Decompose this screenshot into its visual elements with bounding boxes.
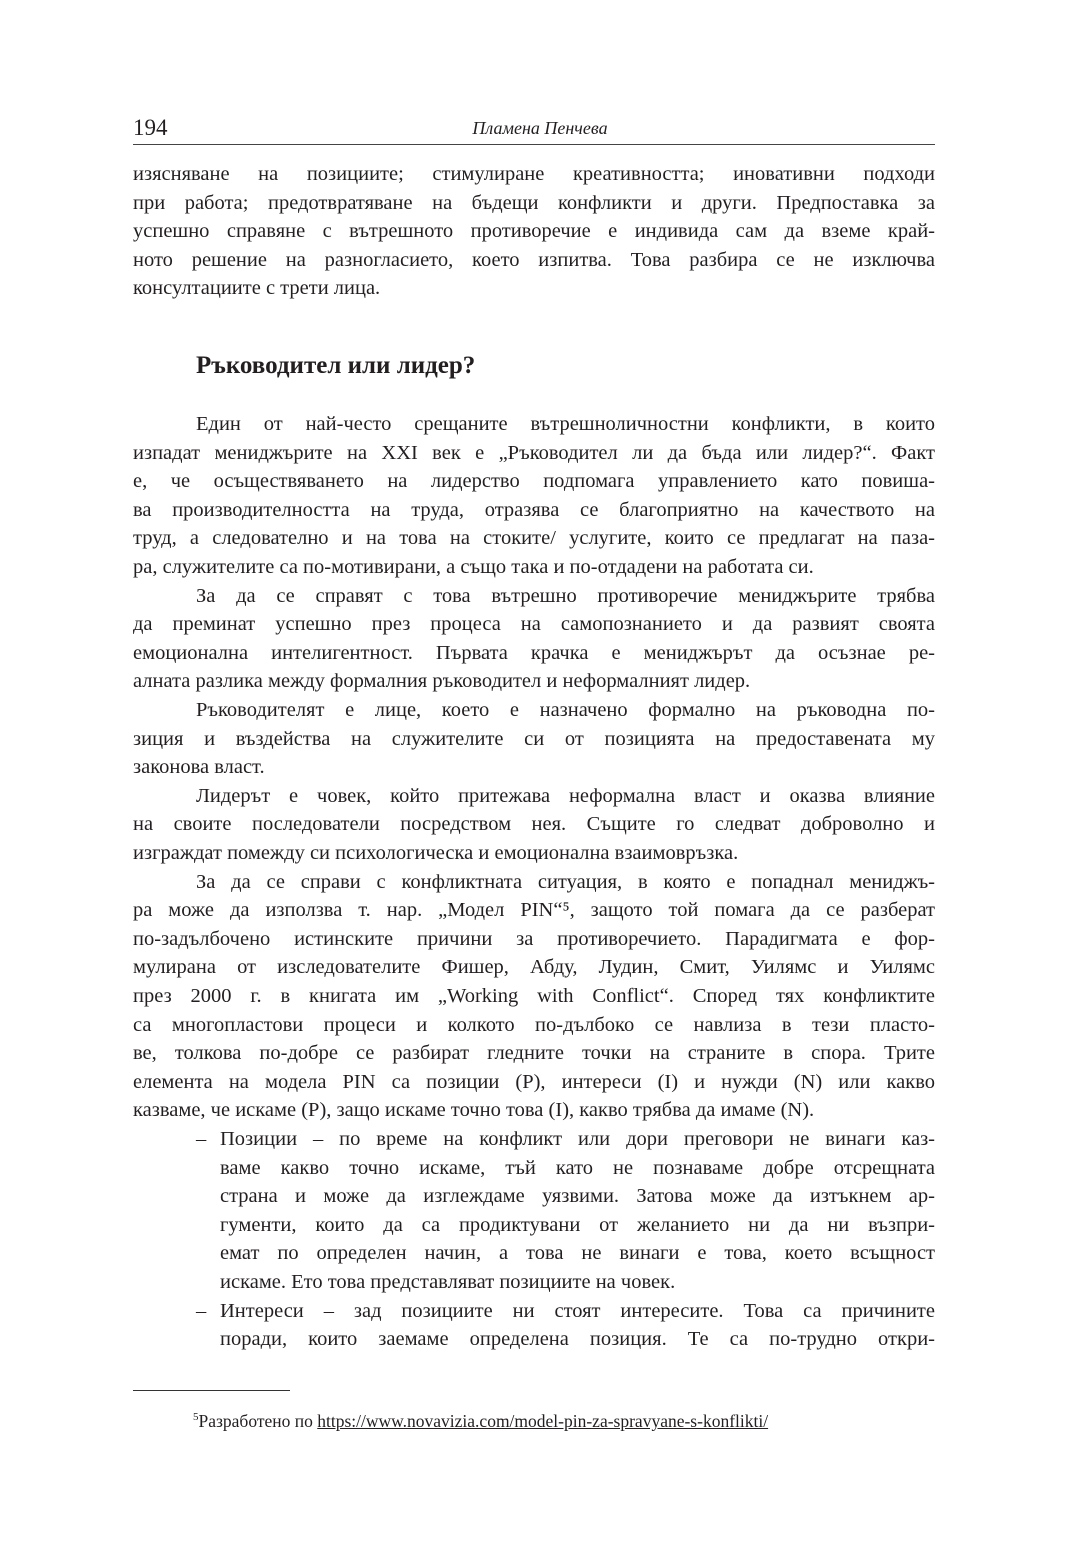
text-line: е, че осъществяването на лидерство подпомага управлението като повиша-: [133, 470, 935, 493]
text-line: изграждат помежду си психологическа и емоционална взаимовръзка.: [133, 842, 739, 864]
text-line: елемента на модела PIN са позиции (P), интереси (I) и нужди (N) или какво: [133, 1070, 935, 1093]
text-line: успешно справяне с вътрешното противоречие е индивида сам да вземе край-: [133, 220, 935, 243]
running-head-author: Пламена Пенчева: [472, 118, 608, 138]
header-rule: [133, 144, 935, 145]
paragraph-first-line: За да се справи с конфликтната ситуация, в която е попаднал мениджъ-: [196, 870, 935, 893]
text-line: са многопластови процеси и колкото по-дълбоко се навлиза в тези пласто-: [133, 1013, 935, 1036]
bullet-dash: –: [196, 1299, 207, 1322]
text-line: ното решение на разногласието, което изпитва. Това разбира се не изключва: [133, 248, 935, 271]
paragraph-first-line: Един от най-често срещаните вътрешноличностни конфликти, в които: [196, 413, 935, 435]
bullet-dash: –: [196, 1128, 207, 1150]
page-number: 194: [133, 115, 168, 140]
text-line: ра може да използва т. нар. „Модел PIN“⁵, защото той помага да се разберат: [133, 899, 935, 922]
text-line: ве, толкова по-добре се разбират гледните точки на страните в спора. Трите: [133, 1042, 935, 1065]
text-line: емоционална интелигентност. Първата крачка е мениджърът да осъзнае ре-: [133, 641, 935, 664]
bullet-line: страна и може да изглеждаме уязвими. Затова може да изтъкнем ар-: [220, 1185, 935, 1208]
footnote-marker: 5: [193, 1411, 199, 1423]
text-line: изясняване на позициите; стимулиране креативността; иновативни подходи: [133, 163, 935, 185]
section-heading: Ръководител или лидер?: [196, 352, 476, 379]
text-line: при работа; предотвратяване на бъдещи конфликти и други. Предпоставка за: [133, 191, 935, 214]
bullet-line: ваме какво точно искаме, тъй като не познаваме добре отсрещната: [220, 1156, 935, 1179]
paragraph-first-line: Лидерът е човек, който притежава неформална власт и оказва влияние: [196, 784, 935, 807]
footnote-link[interactable]: https://www.novavizia.com/model-pin-za-spravyane-s-konflikti/: [317, 1410, 769, 1431]
footnote: [193, 1404, 768, 1434]
text-line: изпадат мениджърите на XXI век е „Ръководител ли да бъда или лидер?“. Факт: [133, 441, 935, 464]
bullet-line: Интереси – зад позициите ни стоят интересите. Това са причините: [220, 1299, 935, 1322]
text-line: казваме, че искаме (P), защо искаме точно това (I), какво трябва да имаме (N).: [133, 1099, 815, 1122]
text-line: ра, служителите са по-мотивирани, а също така и по-отдадени на работата си.: [133, 556, 814, 578]
bullet-line: гументи, които да са продиктувани от желанието ни да ни възпри-: [220, 1213, 935, 1236]
text-line: да преминат успешно през процеса на самопознанието и да развият своята: [133, 613, 935, 636]
text-line: алната разлика между формалния ръководител и неформалният лидер.: [133, 670, 751, 693]
text-line: по-задълбочено истинските причини за противоречието. Парадигмата е фор-: [133, 927, 935, 950]
text-line: консултациите с трети лица.: [133, 277, 381, 300]
footnote-rule: [133, 1390, 290, 1391]
text-line: на своите последователи посредством нея. Същите го следват доброволно и: [133, 813, 935, 836]
bullet-line: емат по определен начин, а това не винаги е това, което всъщност: [220, 1242, 935, 1265]
text-line: през 2000 г. в книгата им „Working with Conflict“. Според тях конфликтите: [133, 985, 935, 1007]
paragraph-first-line: Ръководителят е лице, което е назначено формално на ръководна по-: [196, 699, 935, 721]
paragraph-first-line: За да се справят с това вътрешно противоречие мениджърите трябва: [196, 584, 935, 607]
footnote-text: Разработено по: [198, 1410, 313, 1431]
text-line: законова власт.: [133, 756, 265, 779]
bullet-line: искаме. Ето това представляват позициите на човек.: [220, 1271, 676, 1293]
bullet-line: Позиции – по време на конфликт или дори преговори не винаги каз-: [220, 1128, 935, 1150]
text-line: ва производителността на труда, отразява се благоприятно на качеството на: [133, 498, 935, 521]
bullet-line: поради, които заемаме определена позиция. Те са по-трудно откри-: [220, 1328, 935, 1351]
text-line: труд, а следователно и на това на стоките/ услугите, които се предлагат на паза-: [133, 527, 935, 550]
text-line: мулирана от изследователите Фишер, Абду, Лудин, Смит, Уилямс и Уилямс: [133, 956, 935, 979]
text-line: зиция и въздейства на служителите си от позицията на предоставената му: [133, 727, 935, 750]
